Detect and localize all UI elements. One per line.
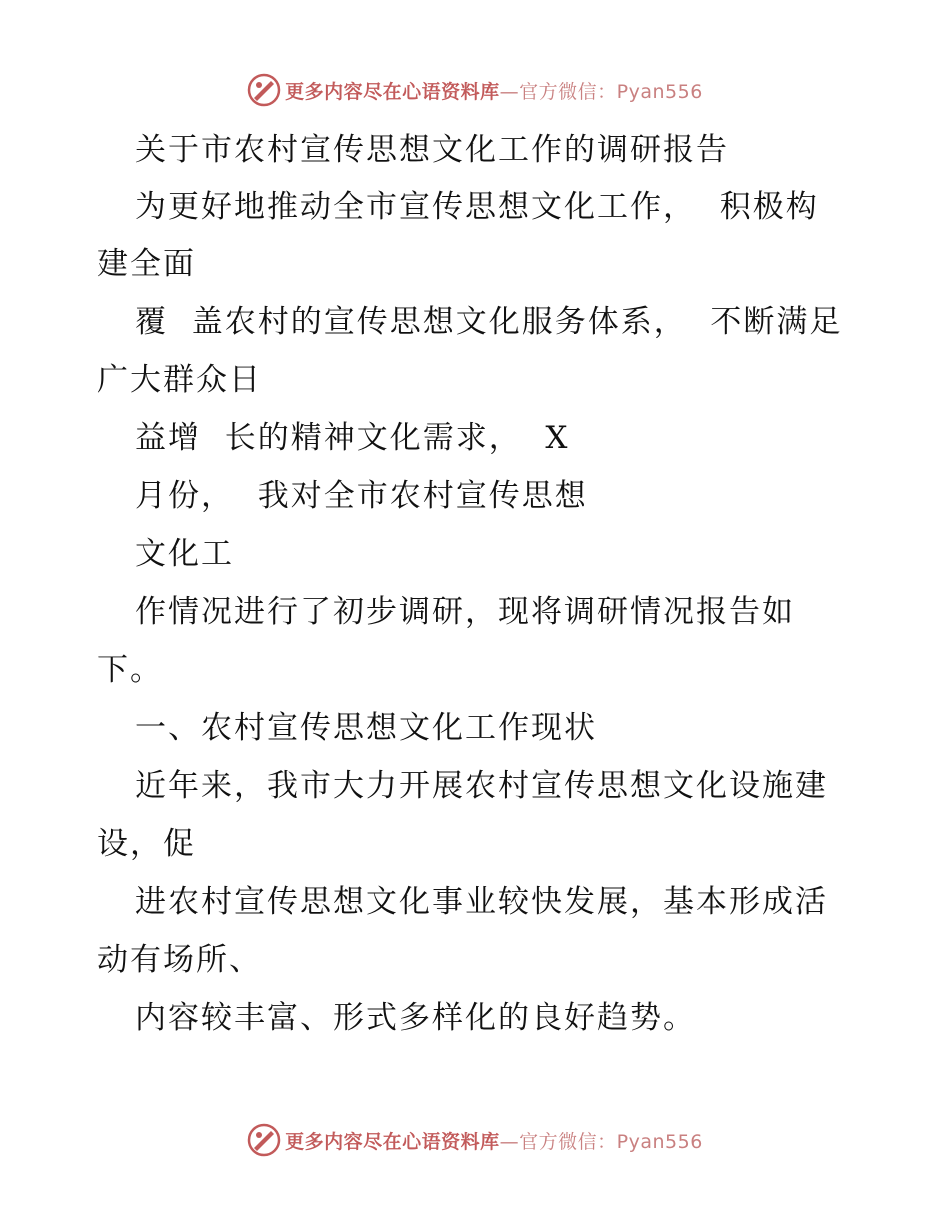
footer-watermark <box>0 1120 950 1160</box>
paragraph-line: 内容较丰富、形式多样化的良好趋势。 <box>135 1000 696 1036</box>
watermark-text: 更多内容尽在心语资料库—官方微信：Pyan556 <box>285 80 703 103</box>
watermark-text: 更多内容尽在心语资料库—官方微信：Pyan556 <box>285 1130 703 1153</box>
paragraph-line: 为更好地推动全市宣传思想文化工作， 积极构 <box>135 189 819 225</box>
paragraph-line: 月份， 我对全市农村宣传思想 <box>135 478 588 514</box>
paragraph-line: 近年来，我市大力开展农村宣传思想文化设施建 <box>135 768 828 804</box>
paragraph-line: 广大群众日 <box>97 362 262 398</box>
paragraph-line: 文化工 <box>135 536 234 572</box>
document-title: 关于市农村宣传思想文化工作的调研报告 <box>135 132 729 168</box>
paragraph-line: 进农村宣传思想文化事业较快发展，基本形成活 <box>135 884 828 920</box>
paragraph-line: 动有场所、 <box>97 942 262 978</box>
brand-logo-icon <box>247 1123 281 1157</box>
paragraph-line: 益增 长的精神文化需求， X <box>135 420 570 456</box>
section-heading: 一、农村宣传思想文化工作现状 <box>135 710 597 746</box>
paragraph-line: 下。 <box>97 652 163 688</box>
paragraph-line: 建全面 <box>97 246 196 282</box>
paragraph-line: 覆 盖农村的宣传思想文化服务体系， 不断满足 <box>135 304 843 340</box>
paragraph-line: 作情况进行了初步调研，现将调研情况报告如 <box>135 594 795 630</box>
header-watermark <box>0 70 950 110</box>
brand-logo-icon <box>247 73 281 107</box>
paragraph-line: 设，促 <box>97 826 196 862</box>
